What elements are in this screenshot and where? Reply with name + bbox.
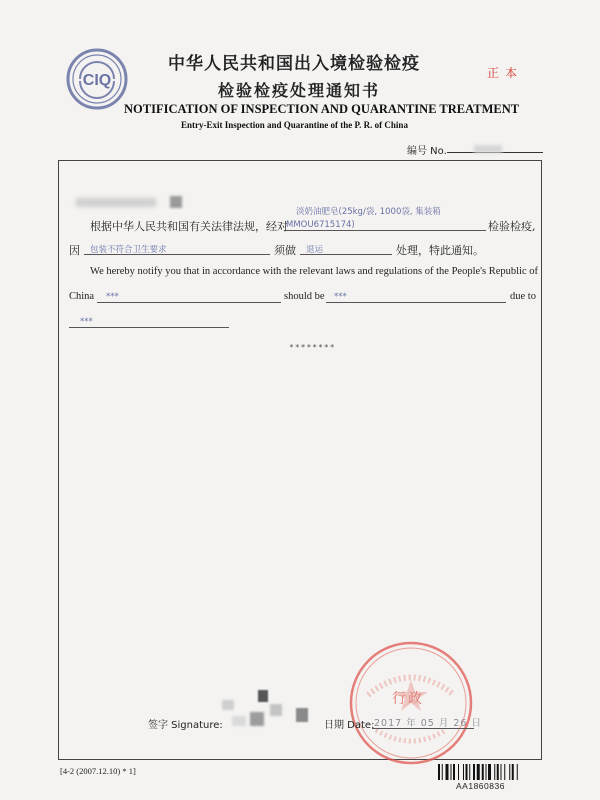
en-fill-3: ***	[80, 317, 93, 327]
cn-line2-mid: 须做	[274, 244, 296, 257]
goods-description-line1: 淡奶油肥皂(25kg/袋, 1000袋, 集装箱	[296, 207, 441, 217]
signature-redaction-4	[270, 704, 282, 716]
barcode-bar	[438, 764, 440, 780]
barcode-bar	[482, 764, 484, 780]
barcode-bar	[494, 764, 495, 780]
signature-redaction-1	[222, 700, 234, 710]
en-fill-2: ***	[334, 292, 347, 302]
barcode-bar	[509, 764, 510, 780]
barcode-bar	[466, 764, 468, 780]
barcode-bar	[453, 764, 455, 780]
goods-description-line2: MMOU6715174)	[286, 220, 355, 230]
cn-line1-prefix: 根据中华人民共和国有关法律法规，经对	[90, 220, 288, 233]
barcode-bar	[517, 764, 518, 780]
recipient-redaction-block	[170, 196, 182, 208]
en-should-be: should be	[284, 291, 325, 302]
barcode	[438, 764, 542, 780]
number-label: 编号 No.	[407, 146, 447, 157]
signature-redaction-3	[250, 712, 264, 726]
serial-number: AA1860836	[456, 781, 505, 791]
form-code: [4-2 (2007.12.10) * 1]	[60, 766, 136, 776]
barcode-bar	[504, 764, 505, 780]
logo-text: CIQ	[82, 72, 112, 89]
signature-redaction-2	[258, 690, 268, 702]
barcode-bar	[458, 764, 459, 780]
cn-line2-prefix: 因	[69, 244, 80, 257]
en-underline-1	[97, 302, 281, 303]
date-label: 日期 Date:	[324, 720, 375, 731]
barcode-bar	[463, 764, 464, 780]
document-title-en: NOTIFICATION OF INSPECTION AND QUARANTINE TREATMENT	[124, 102, 520, 116]
barcode-bar	[477, 764, 480, 780]
cn-line1-suffix: 检验检疫,	[488, 220, 536, 233]
barcode-bar	[486, 764, 487, 780]
goods-underline	[284, 230, 486, 231]
en-fill-1: ***	[106, 292, 119, 302]
date-underline	[372, 728, 474, 729]
cn-line2-suffix: 处理，特此通知。	[396, 244, 484, 257]
barcode-bar	[512, 764, 514, 780]
document-title-cn: 检验检疫处理通知书	[218, 81, 381, 100]
reason-value: 包装不符合卫生要求	[90, 245, 167, 255]
agency-name-cn: 中华人民共和国出入境检验检疫	[168, 54, 420, 74]
document-subtitle-en: Entry-Exit Inspection and Quarantine of the P. R. of China	[181, 120, 408, 130]
date-value: 2017 年 05 月 26 日	[374, 718, 482, 729]
barcode-bar	[497, 764, 499, 780]
number-redaction	[474, 145, 502, 153]
treatment-value: 退运	[306, 245, 324, 255]
barcode-bar	[469, 764, 470, 780]
original-copy-mark: 正本	[487, 66, 524, 80]
en-due-to: due to	[510, 291, 536, 302]
end-separator: ********	[289, 343, 336, 352]
treatment-underline	[300, 254, 392, 255]
barcode-bar	[501, 764, 502, 780]
en-underline-2	[326, 302, 506, 303]
signature-label: 签字 Signature:	[148, 720, 223, 731]
en-china: China	[69, 291, 95, 302]
ciq-logo	[66, 48, 128, 110]
seal-text: 行政	[392, 691, 424, 707]
signature-redaction-6	[232, 716, 246, 726]
barcode-bar	[446, 764, 449, 780]
recipient-redaction	[76, 198, 156, 207]
barcode-bar	[488, 764, 491, 780]
barcode-bar	[473, 764, 475, 780]
en-underline-3	[69, 327, 229, 328]
reason-underline	[84, 254, 270, 255]
signature-redaction-5	[296, 708, 308, 722]
barcode-bar	[442, 764, 443, 780]
barcode-bar	[451, 764, 452, 780]
en-line1: We hereby notify you that in accordance with the relevant laws and regulations of the People's Republic of	[90, 266, 539, 277]
